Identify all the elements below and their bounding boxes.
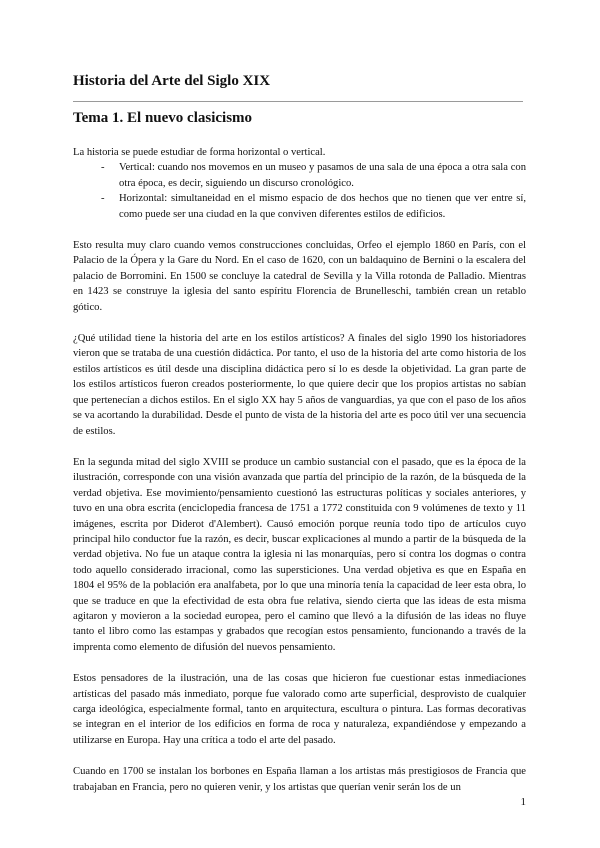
list-item	[73, 160, 526, 191]
paragraph: En la segunda mitad del siglo XVIII se produce un cambio sustancial con el pasado, que es la época de la ilustración, corresponde con una visión avanzada que partía del principio de la razón, de la búsqueda de la verdad objetiva. Ese movimiento/pensamiento cuestionó las estructuras políticas y sociales anteriores, y tuvo en una obra escrita (enciclopedia francesa de 1751 a 1772 constituida con 9 volúmenes de texto y 11 imágenes, escrita por Diderot d'Alembert). Causó emoción porque reunía todo tipo de artículos cuyo principal hilo conductor fue la razón, es decir, buscar explicaciones al mundo a partir de la búsqueda de la verdad objetiva. No fue un ataque contra la iglesia ni las monarquías, pero sí contra los dogmas o contra todo aquello considerado irracional, como las supersticiones. Una verdad objetiva es que en España en 1804 el 95% de la población era analfabeta, por lo que una minoría tenía la capacidad de leer esta obra, lo que se traduce en que la efectividad de esta obra fue relativa, siendo cierta que las ideas de esta misma agitaron y movieron a la sociedad europea, pero el camino que llevó a la difusión de las ideas no fluye tanto el libro como las estampas y grabados que recogían estos pensamiento, funcionando a través de la imprenta como elemento de difusión del nuevos pensamiento.	[73, 456, 526, 653]
section-title: Tema 1. El nuevo clasicismo	[73, 110, 253, 126]
title-divider	[73, 101, 523, 102]
document-title: Historia del Arte del Siglo XIX	[73, 73, 271, 89]
list-item-text: Horizontal: simultaneidad en el mismo espacio de dos hechos que no tienen que ver entre sí, como puede ser una ciudad en la que conviven diferentes estilos de edificios.	[119, 193, 526, 220]
intro-paragraph: La historia se puede estudiar de forma horizontal o vertical.	[73, 147, 326, 158]
paragraph: Esto resulta muy claro cuando vemos construcciones concluidas, Orfeo el ejemplo 1860 en París, con el Palacio de la Ópera y la Gare du Nord. En el caso de 1620, con un baldaquino de Bernini o la escalera del palacio de Borromini. En 1500 se concluye la catedral de Sevilla y la Villa rotonda de Palladio. Mientras en 1423 se construye la iglesia del santo espíritu Florencia de Brunelleschi, también crean un retablo gótico.	[73, 240, 526, 313]
bullet-list	[73, 160, 526, 222]
paragraph: ¿Qué utilidad tiene la historia del arte en los estilos artísticos? A finales del siglo 1990 los historiadores vieron que se trataba de una cuestión didáctica. Por tanto, el uso de la historia del arte como historia de los estilos artísticos es útil desde una disciplina didáctica pero sí lo es desde la objetividad. La gran parte de los estilos artísticos fueron creados posteriormente, lo que quiere decir que los propios artistas no sabían que pertenecían a dichos estilos. En el siglo XX hay 5 años de vanguardias, ya que con el paso de los años se va acortando la durabilidad. Desde el punto de vista de la historia del arte es poco útil ver una secuencia de estilos.	[73, 333, 526, 437]
paragraph: Cuando en 1700 se instalan los borbones en España llaman a los artistas más prestigiosos de Francia que trabajaban en Francia, pero no quieren venir, y los artistas que querían venir serán los de un	[73, 766, 526, 793]
list-item-text: Vertical: cuando nos movemos en un museo y pasamos de una sala de una época a otra sala con otra época, es decir, siguiendo un discurso cronológico.	[119, 162, 526, 189]
document-body	[73, 145, 526, 811]
bullet-marker: -	[101, 193, 105, 205]
bullet-marker: -	[101, 162, 105, 174]
page-number: 1	[520, 796, 526, 808]
list-item	[73, 191, 526, 222]
paragraph: Estos pensadores de la ilustración, una de las cosas que hicieron fue cuestionar estas inmediaciones artísticas del pasado más inmediato, porque fue valorado como arte superficial, desprovisto de cualquier carga ideológica, especialmente formal, tanto en arquitectura, escultura o pintura. Las formas decorativas se integran en el interior de los edificios en forma de roca y naturaleza, expandiéndose y empezando a utilizarse en Europa. Hay una crítica a todo el arte del pasado.	[73, 673, 526, 746]
